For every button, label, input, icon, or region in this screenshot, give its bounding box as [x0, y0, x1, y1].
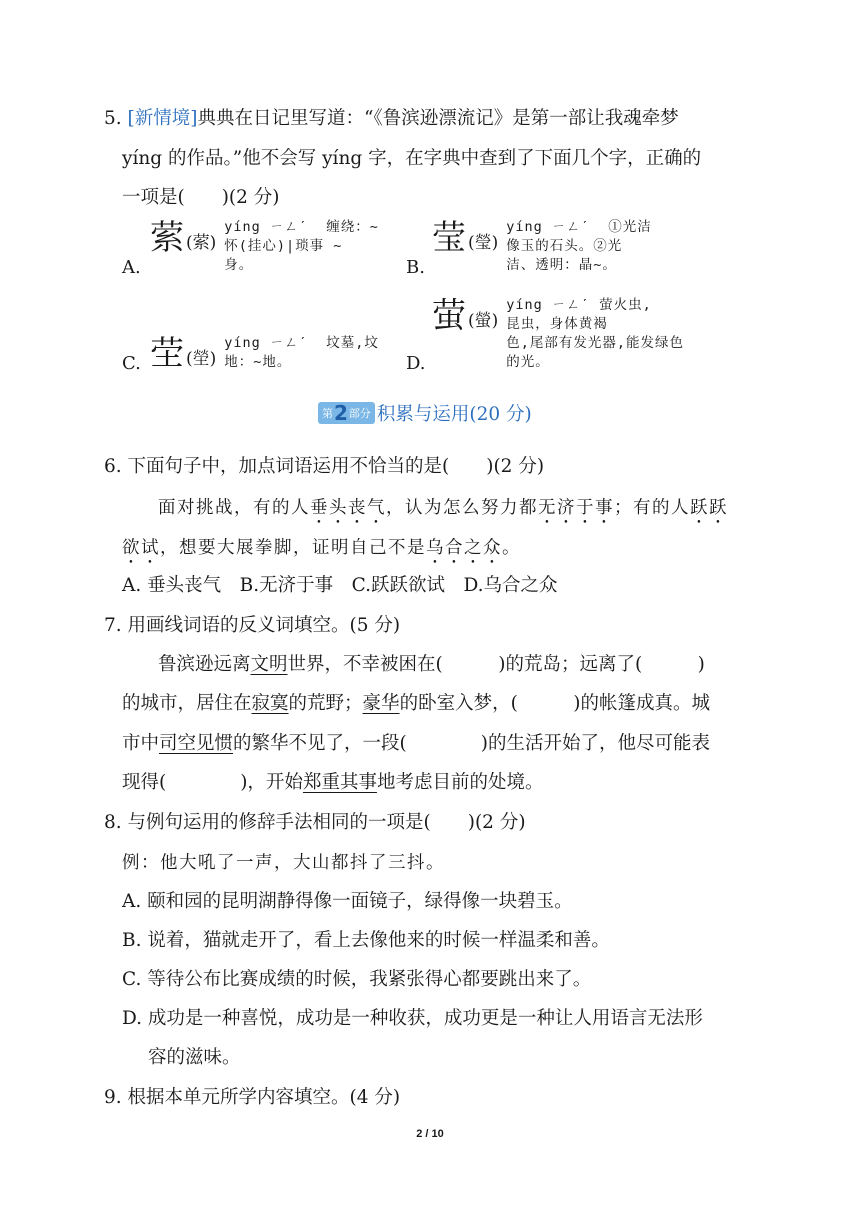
q7-text-with-blanks[interactable]: 的繁华不见了，一段( )的生活开始了，他尽可能表 — [233, 733, 710, 754]
q5-option-a-char: 萦 — [150, 218, 184, 258]
q7-text-with-blanks[interactable]: 世界，不幸被困在( )的荒岛；远离了( ) — [287, 654, 705, 675]
q5-option-b-trad: (瑩) — [468, 233, 499, 253]
q7-text-with-blanks[interactable]: 现得( )，开始 — [122, 772, 303, 793]
q5-option-c-entry — [150, 334, 379, 374]
q5-tag: [新情境] — [127, 108, 198, 129]
q6-text: ，认为怎么努力都 — [386, 498, 538, 518]
q6-sentence-line-1 — [158, 495, 728, 528]
q5-option-d-trad: (螢) — [468, 311, 499, 331]
q8-option-d-continued: 容的滋味。 — [148, 1047, 241, 1068]
section-badge-number: 2 — [334, 401, 348, 425]
q5-line-3: 一项是( )(2 分) — [122, 187, 280, 208]
q6-dotted-word-3b: 欲试 — [122, 538, 160, 558]
q6-stem: 6. 下面句子中，加点词语运用不恰当的是( )(2 分) — [104, 456, 545, 477]
q7-underlined-word: 寂寞 — [251, 693, 289, 714]
q8-option-a[interactable]: A. 颐和园的昆明湖静得像一面镜子，绿得像一块碧玉。 — [122, 891, 573, 912]
q7-text: 鲁滨逊远离 — [158, 654, 251, 675]
q7-passage-line-3 — [122, 731, 710, 757]
q6-text: ，想要大展拳脚，证明自己不是 — [160, 538, 426, 558]
q5-line-1 — [104, 106, 679, 132]
q5-option-a-trad: (萦) — [186, 233, 217, 253]
q8-stem: 8. 与例句运用的修辞手法相同的一项是( )(2 分) — [104, 812, 526, 833]
q5-option-a-definition: yíng ㄧㄥˊ 缠绕：~ 怀(挂心)|琐事 ~ 身。 — [224, 219, 379, 273]
q5-option-a-entry — [150, 218, 379, 275]
q7-underlined-word: 文明 — [250, 654, 288, 675]
q7-passage-line-4 — [122, 770, 543, 796]
q5-option-c-definition: yíng ㄧㄥˊ 坟墓,坟 地：~地。 — [224, 335, 379, 370]
q5-text-1: 典典在日记里写道：“《鲁滨逊漂流记》是第一部让我魂牵梦 — [197, 108, 679, 129]
q6-text: 。 — [502, 538, 521, 558]
q6-dotted-word-1: 垂头丧气 — [310, 498, 386, 518]
q5-option-b-entry — [432, 218, 652, 275]
q5-option-c-char: 茔 — [150, 334, 184, 374]
q5-line-2: yíng 的作品。”他不会写 yíng 字，在字典中查到了下面几个字，正确的 — [122, 148, 702, 169]
q5-option-c-letter[interactable]: C. — [122, 353, 141, 374]
section-2-header — [318, 400, 532, 426]
q6-dotted-word-2: 无济于事 — [538, 498, 614, 518]
q5-option-b-letter[interactable]: B. — [406, 257, 425, 278]
q6-text: 面对挑战，有的人 — [158, 498, 310, 518]
q7-text-with-blanks[interactable]: 的卧室入梦，( )的帐篷成真。城 — [399, 693, 710, 714]
q9-stem: 9. 根据本单元所学内容填空。(4 分) — [104, 1087, 401, 1108]
q7-text: 市中 — [122, 733, 160, 754]
q6-text: ；有的人 — [614, 498, 690, 518]
q7-passage-line-1 — [158, 652, 705, 678]
section-badge-post: 部分 — [348, 407, 371, 420]
section-badge — [318, 402, 375, 424]
q6-options[interactable]: A. 垂头丧气 B.无济于事 C.跃跃欲试 D.乌合之众 — [122, 575, 558, 596]
q7-passage-line-2 — [122, 691, 710, 717]
q8-option-b[interactable]: B. 说着，猫就走开了，看上去像他来的时候一样温柔和善。 — [122, 930, 610, 951]
q5-option-d-letter[interactable]: D. — [406, 353, 426, 374]
q8-example: 例：他大吼了一声，大山都抖了三抖。 — [122, 853, 445, 873]
q5-option-b-char: 莹 — [432, 218, 466, 258]
section-badge-pre: 第 — [322, 407, 333, 420]
q6-dotted-word-4: 乌合之众 — [426, 538, 502, 558]
q5-option-b-definition: yíng ㄧㄥˊ ①光洁 像玉的石头。②光 洁、透明：晶~。 — [506, 219, 652, 273]
q5-option-d-char: 萤 — [432, 296, 466, 336]
q8-option-c[interactable]: C. 等待公布比赛成绩的时候，我紧张得心都要跳出来了。 — [122, 969, 592, 990]
q7-text: 地考虑目前的处境。 — [376, 772, 544, 793]
q7-stem: 7. 用画线词语的反义词填空。(5 分) — [104, 615, 401, 636]
q5-option-d-definition: yíng ㄧㄥˊ 萤火虫, 昆虫，身体黄褐 色,尾部有发光器,能发绿色 的光。 — [506, 297, 685, 370]
q8-option-d[interactable]: D. 成功是一种喜悦，成功是一种收获，成功更是一种让人用语言无法形 — [122, 1008, 703, 1029]
q7-underlined-word: 司空见惯 — [159, 733, 234, 754]
q7-underlined-word: 豪华 — [362, 693, 400, 714]
section-title: 积累与运用(20 分) — [376, 404, 532, 425]
q7-text: 的荒野； — [288, 693, 363, 714]
q7-underlined-word: 郑重其事 — [302, 772, 377, 793]
q5-option-d-entry — [432, 296, 684, 372]
q6-sentence-line-2 — [122, 535, 521, 568]
q5-number: 5. — [104, 108, 122, 129]
q7-text: 的城市，居住在 — [122, 693, 252, 714]
q5-option-a-letter[interactable]: A. — [122, 257, 141, 278]
q5-option-c-trad: (塋) — [186, 349, 217, 369]
q6-dotted-word-3a: 跃跃 — [690, 498, 728, 518]
page-number: 2 / 10 — [416, 1128, 444, 1140]
